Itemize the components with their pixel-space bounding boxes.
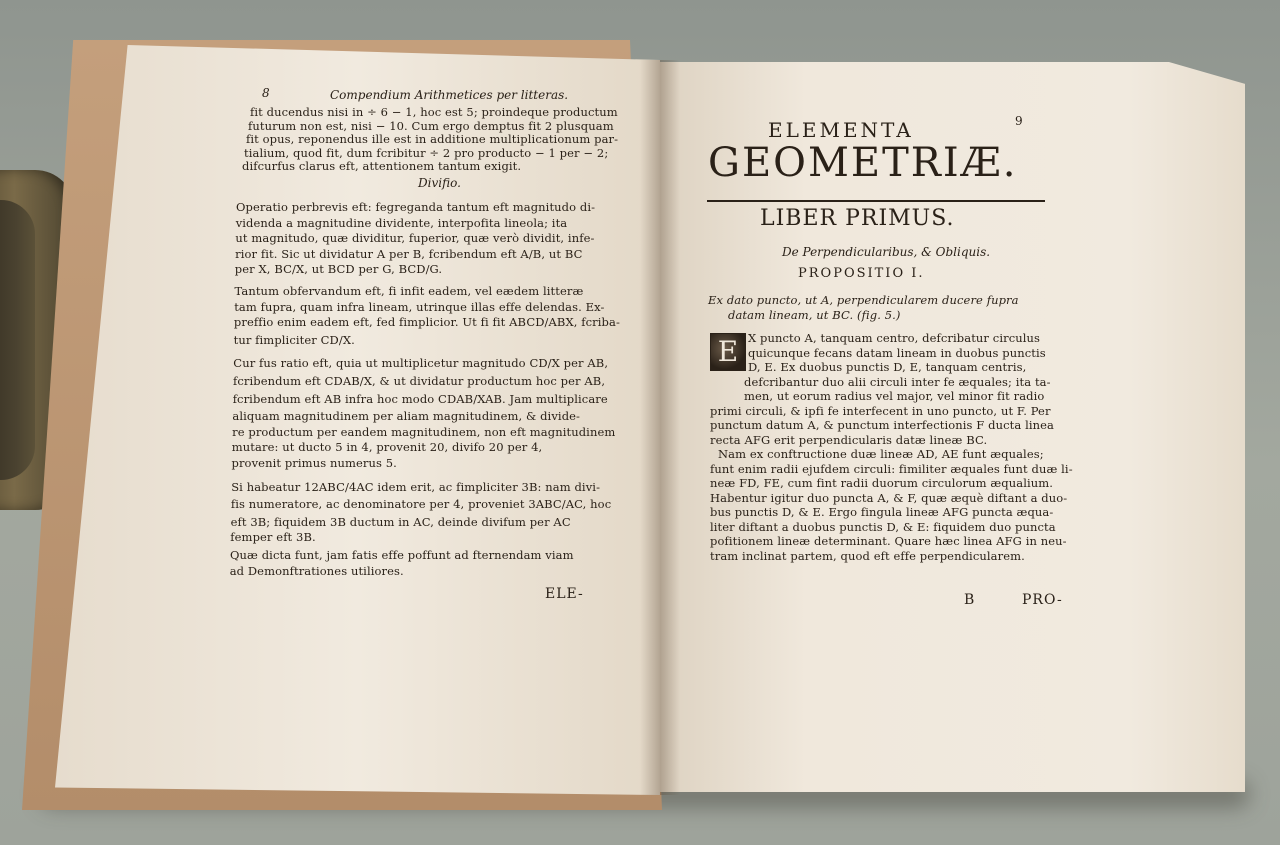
proposition-heading: PROPOSITIO I. xyxy=(798,266,925,281)
text-line: preffio enim eadem eft, fed fimplicior. Ut fi fit ABCD/ABX, fcriba- xyxy=(233,315,620,330)
text-line: datam lineam, ut BC. (fig. 5.) xyxy=(728,308,901,322)
text-line: fcribendum eft CDAB/X, & ut dividatur productum hoc per AB, xyxy=(233,374,606,388)
text-line: quicunque fecans datam lineam in duobus punctis xyxy=(748,345,1046,360)
text-line: Ex dato puncto, ut A, perpendicularem ducere fupra xyxy=(708,293,1019,307)
text-line: ad Demonftrationes utiliores. xyxy=(229,563,404,578)
signature-mark: B xyxy=(964,592,975,608)
text-line: rior fit. Sic ut dividatur A per B, fcribendum eft A/B, ut BC xyxy=(235,246,583,261)
text-line: fcribendum eft AB infra hoc modo CDAB/XAB. Jam multiplicare xyxy=(232,391,608,406)
title-elementa: ELEMENTA xyxy=(768,118,914,142)
text-line: difcurfus clarus eft, attentionem tantum exigit. xyxy=(242,159,522,173)
text-line: ut magnitudo, quæ dividitur, fuperior, quæ verò dividit, infe- xyxy=(235,231,595,246)
text-line: fit opus, reponendus ille est in additione multiplicationum par- xyxy=(246,132,619,146)
text-line: neæ FD, FE, cum fint radii duorum circulorum æqualium. xyxy=(710,476,1054,490)
text-line: Si habeatur 12ABC/4AC idem erit, ac fimpliciter 3B: nam divi- xyxy=(231,479,601,494)
title-rule xyxy=(707,200,1045,202)
text-line: recta AFG erit perpendicularis datæ lineæ BC. xyxy=(710,432,988,447)
text-line: fis numeratore, ac denominatore per 4, proveniet 3ABC/AC, hoc xyxy=(230,497,612,512)
text-line: re productum per eandem magnitudinem, non eft magnitudinem xyxy=(232,424,616,439)
text-line: funt enim radii ejufdem circuli: fimiliter æquales funt duæ li- xyxy=(710,461,1073,476)
text-line: Habentur igitur duo puncta A, & F, quæ æquè diftant a duo- xyxy=(710,490,1068,505)
text-line: Cur fus ratio eft, quia ut multiplicetur magnitudo CD/X per AB, xyxy=(233,356,609,371)
text-line: liter diftant a duobus punctis D, & E: fiquidem duo puncta xyxy=(710,519,1056,534)
text-line: provenit primus numerus 5. xyxy=(231,456,397,470)
text-line: eft 3B; fiquidem 3B ductum in AC, deinde divifum per AC xyxy=(230,514,571,529)
text-line: Nam ex conftructione duæ lineæ AD, AE funt æquales; xyxy=(718,447,1044,461)
text-line: per X, BC/X, ut BCD per G, BCD/G. xyxy=(234,262,443,277)
text-line: defcribantur duo alii circuli inter fe æquales; ita ta- xyxy=(744,374,1051,389)
vessel-interior xyxy=(0,200,35,480)
book-title: LIBER PRIMUS. xyxy=(760,206,955,231)
text-line: primi circuli, & ipfi fe interfecent in uno puncto, ut F. Per xyxy=(710,403,1051,418)
text-line: Operatio perbrevis eft: fegreganda tantum eft magnitudo di- xyxy=(236,200,596,214)
right-page-number: 9 xyxy=(1015,114,1023,128)
text-line: videnda a magnitudine dividente, interpofita lineola; ita xyxy=(235,215,568,230)
text-line: tam fupra, quam infra lineam, utrinque illas effe delendas. Ex- xyxy=(234,299,605,314)
text-line: Tantum obfervandum eft, fi infit eadem, vel eædem litteræ xyxy=(234,284,584,298)
left-running-head: Compendium Arithmetices per litteras. xyxy=(330,88,569,102)
section-heading: Divifio. xyxy=(418,176,461,190)
text-line: X puncto A, tanquam centro, defcribatur circulus xyxy=(748,331,1041,345)
text-line: aliquam magnitudinem per aliam magnitudinem, & divide- xyxy=(232,409,581,424)
text-line: pofitionem lineæ determinant. Quare hæc linea AFG in neu- xyxy=(710,534,1067,548)
text-line: men, ut eorum radius vel major, vel minor fit radio xyxy=(744,389,1045,403)
text-line: D, E. Ex duobus punctis D, E, tanquam centris, xyxy=(748,360,1027,374)
text-line: fit ducendus nisi in ÷ 6 − 1, hoc est 5; proindeque productum xyxy=(250,105,618,119)
title-geometriae: GEOMETRIÆ. xyxy=(708,140,1018,186)
text-line: punctum datum A, & punctum interfectionis F ducta linea xyxy=(710,418,1054,432)
text-line: Quæ dicta funt, jam fatis effe poffunt ad fternendam viam xyxy=(230,548,574,562)
text-line: bus punctis D, & E. Ergo fingula lineæ AFG puncta æqua- xyxy=(710,505,1054,519)
book-gutter xyxy=(640,60,680,795)
chapter-subtitle: De Perpendicularibus, & Obliquis. xyxy=(782,245,991,259)
text-line: tram inclinat partem, quod eft effe perpendicularem. xyxy=(710,548,1025,563)
text-line: femper eft 3B. xyxy=(230,530,316,545)
left-page-number: 8 xyxy=(262,86,270,100)
text-line: tur fimpliciter CD/X. xyxy=(233,332,355,347)
text-line: mutare: ut ducto 5 in 4, provenit 20, divifo 20 per 4, xyxy=(231,440,543,455)
text-line: tialium, quod fit, dum fcribitur ÷ 2 pro producto − 1 per − 2; xyxy=(244,145,609,160)
right-catchword: PRO- xyxy=(1022,592,1063,608)
left-catchword: ELE- xyxy=(545,586,584,602)
text-line: futurum non est, nisi − 10. Cum ergo demptus fit 2 plusquam xyxy=(248,118,614,133)
decorated-initial: E xyxy=(710,333,746,371)
